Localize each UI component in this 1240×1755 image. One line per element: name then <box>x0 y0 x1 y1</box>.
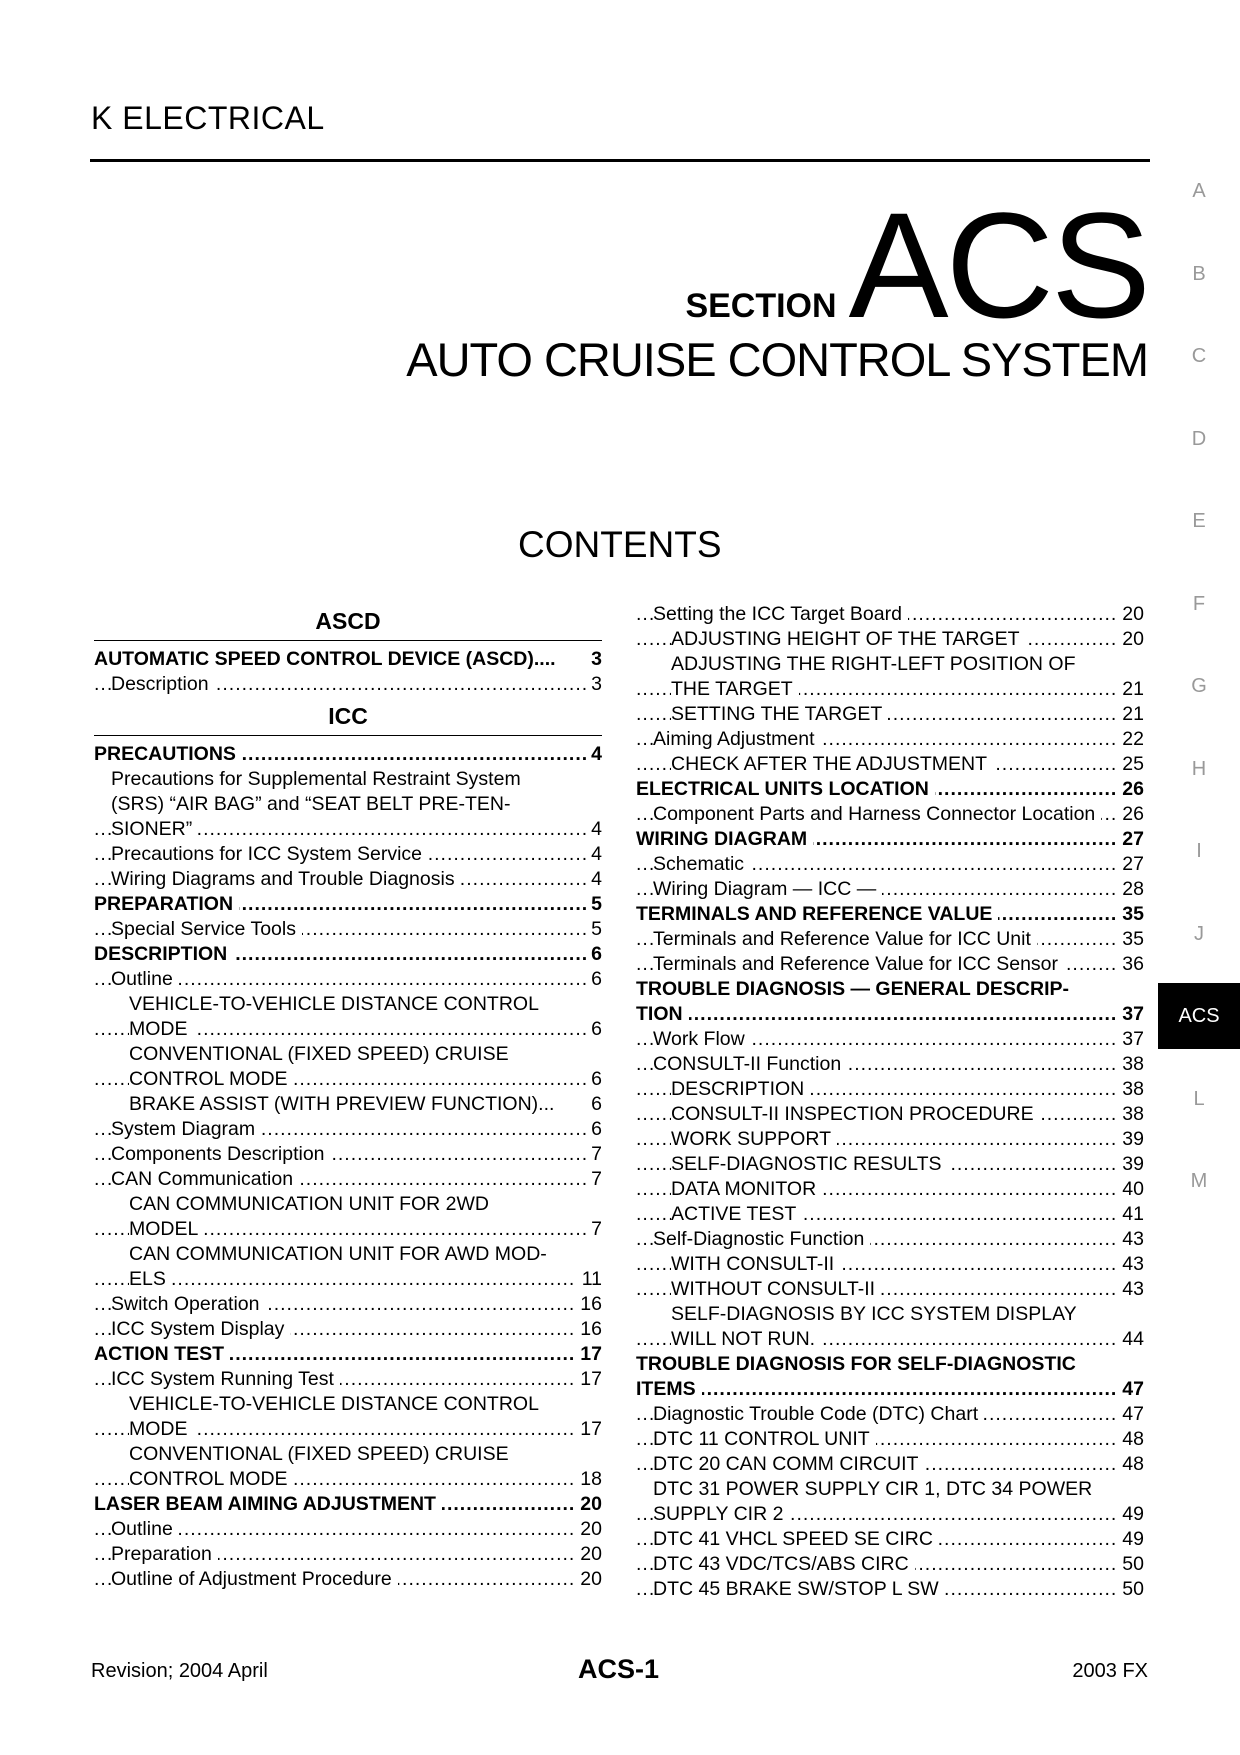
toc-entry[interactable] <box>94 817 602 842</box>
toc-entry[interactable] <box>94 1292 602 1317</box>
toc-entry[interactable] <box>94 1567 602 1592</box>
toc-entry[interactable] <box>636 952 1144 977</box>
toc-entry-page: 21 <box>1117 702 1144 727</box>
toc-entry[interactable] <box>636 1427 1144 1452</box>
toc-entry[interactable] <box>636 1002 1144 1027</box>
toc-entry-title: TROUBLE DIAGNOSIS FOR SELF-DIAGNOSTIC <box>636 1353 1082 1375</box>
toc-entry[interactable] <box>94 917 602 942</box>
toc-entry-page: 17 <box>575 1367 602 1392</box>
section-tab-e[interactable]: E <box>1192 510 1206 532</box>
toc-entry-title: Wiring Diagrams and Trouble Diagnosis <box>111 868 461 890</box>
toc-entry[interactable] <box>94 792 602 817</box>
toc-group-heading: ICC <box>94 697 602 736</box>
toc-entry-page: 50 <box>1117 1552 1144 1577</box>
toc-entry[interactable] <box>94 1042 602 1067</box>
toc-entry-page: 6 <box>586 1117 602 1142</box>
toc-entry[interactable] <box>636 977 1144 1002</box>
section-tab-acs[interactable]: ACS <box>1158 983 1240 1049</box>
toc-entry-page: 3 <box>586 647 602 672</box>
toc-entry[interactable] <box>94 1267 602 1292</box>
toc-entry-title: ACTION TEST <box>94 1343 230 1365</box>
toc-entry-page: 35 <box>1117 902 1144 927</box>
toc-entry[interactable] <box>94 1492 602 1517</box>
toc-entry-page: 41 <box>1117 1202 1144 1227</box>
toc-entry-title: CONSULT-II INSPECTION PROCEDURE <box>671 1103 1040 1125</box>
toc-entry-title: WORK SUPPORT <box>671 1128 837 1150</box>
toc-entry-title: Terminals and Reference Value for ICC Sensor <box>653 953 1064 975</box>
toc-entry[interactable] <box>636 1327 1144 1352</box>
toc-entry-page: 16 <box>575 1317 602 1342</box>
toc-entry-page: 22 <box>1117 727 1144 752</box>
toc-entry-title: Description <box>111 673 215 695</box>
toc-entry-title: Setting the ICC Target Board <box>653 603 908 625</box>
toc-entry-title: DTC 11 CONTROL UNIT <box>653 1428 876 1450</box>
section-word: SECTION <box>685 287 837 325</box>
toc-entry-title: DTC 41 VHCL SPEED SE CIRC <box>653 1528 939 1550</box>
toc-entry[interactable] <box>636 1527 1144 1552</box>
toc-entry[interactable] <box>636 927 1144 952</box>
toc-entry-title: MODE <box>129 1418 194 1440</box>
toc-entry-page: 17 <box>575 1342 602 1367</box>
toc-entry[interactable] <box>94 1317 602 1342</box>
toc-entry[interactable] <box>94 1242 602 1267</box>
toc-entry-title: SELF-DIAGNOSTIC RESULTS <box>671 1153 948 1175</box>
toc-entry-title: CAN Communication <box>111 1168 299 1190</box>
toc-entry-title: DESCRIPTION <box>671 1078 810 1100</box>
toc-entry-title: WITH CONSULT-II <box>671 1253 840 1275</box>
toc-entry-title: DTC 20 CAN COMM CIRCUIT <box>653 1453 924 1475</box>
toc-entry[interactable] <box>636 1177 1144 1202</box>
toc-entry-title: TERMINALS AND REFERENCE VALUE <box>636 903 998 925</box>
toc-entry-page: 4 <box>586 817 602 842</box>
toc-entry[interactable] <box>94 1542 602 1567</box>
toc-entry-title: Outline <box>111 968 179 990</box>
toc-entry-title: ADJUSTING HEIGHT OF THE TARGET <box>671 628 1026 650</box>
toc-entry[interactable] <box>94 742 602 767</box>
toc-entry-page: 38 <box>1117 1102 1144 1127</box>
toc-entry-page: 48 <box>1117 1427 1144 1452</box>
toc-entry[interactable] <box>94 1142 602 1167</box>
toc-entry-title: CONVENTIONAL (FIXED SPEED) CRUISE <box>129 1043 515 1065</box>
toc-entry-page: 49 <box>1117 1527 1144 1552</box>
section-tab-i[interactable]: I <box>1196 840 1202 862</box>
toc-entry-page: 47 <box>1117 1377 1144 1402</box>
toc-entry[interactable] <box>94 1367 602 1392</box>
toc-entry-page: 49 <box>1117 1502 1144 1527</box>
toc-entry[interactable] <box>636 1127 1144 1152</box>
toc-entry-title: CONTROL MODE <box>129 1468 294 1490</box>
toc-entry-title: Work Flow <box>653 1028 751 1050</box>
toc-entry-page: 38 <box>1117 1052 1144 1077</box>
section-heading <box>685 181 1148 349</box>
section-tab-h[interactable]: H <box>1191 757 1207 780</box>
toc-entry-title: CONSULT-II Function <box>653 1053 847 1075</box>
toc-entry[interactable] <box>94 1517 602 1542</box>
toc-entry-page: 35 <box>1117 927 1144 952</box>
toc-entry-page: 39 <box>1117 1127 1144 1152</box>
toc-entry-title: Outline <box>111 1518 179 1540</box>
toc-entry[interactable] <box>636 1377 1144 1402</box>
section-tab-g[interactable]: G <box>1191 675 1207 697</box>
toc-entry[interactable] <box>636 652 1144 677</box>
toc-entry-title: ADJUSTING THE RIGHT-LEFT POSITION OF <box>671 653 1081 675</box>
toc-entry[interactable] <box>636 1452 1144 1477</box>
header-rule <box>90 159 1150 162</box>
toc-entry[interactable] <box>94 1342 602 1367</box>
toc-entry-page: 43 <box>1117 1277 1144 1302</box>
toc-entry[interactable] <box>636 877 1144 902</box>
toc-entry-page: 38 <box>1117 1077 1144 1102</box>
toc-entry-title: CAN COMMUNICATION UNIT FOR 2WD <box>129 1193 495 1215</box>
toc-entry-page: 40 <box>1117 1177 1144 1202</box>
toc-entry-page: 37 <box>1117 1002 1144 1027</box>
toc-entry[interactable] <box>636 1102 1144 1127</box>
chapter-header: K ELECTRICAL <box>91 100 325 136</box>
toc-entry-page: 18 <box>575 1467 602 1492</box>
toc-entry-page: 6 <box>586 1067 602 1092</box>
toc-entry-page: 36 <box>1117 952 1144 977</box>
toc-entry[interactable] <box>94 1442 602 1467</box>
toc-entry-page: 28 <box>1117 877 1144 902</box>
footer-model: 2003 FX <box>1072 1660 1148 1682</box>
toc-entry-title: Precautions for Supplemental Restraint System <box>111 768 527 790</box>
toc-entry-page: 21 <box>1117 677 1144 702</box>
toc-entry-page: 4 <box>586 742 602 767</box>
toc-entry-title: Precautions for ICC System Service <box>111 843 428 865</box>
toc-entry-title: ITEMS <box>636 1378 702 1400</box>
toc-entry[interactable] <box>94 1117 602 1142</box>
toc-right-column <box>636 602 1144 1602</box>
toc-entry[interactable] <box>94 1467 602 1492</box>
toc-entry-title: ELS <box>129 1268 172 1290</box>
toc-entry-title: Schematic <box>653 853 750 875</box>
toc-entry-title: Wiring Diagram — ICC — <box>653 878 882 900</box>
toc-entry[interactable] <box>636 1277 1144 1302</box>
toc-entry[interactable] <box>636 702 1144 727</box>
toc-entry[interactable] <box>636 627 1144 652</box>
toc-entry-title: Components Description <box>111 1143 331 1165</box>
toc-entry[interactable] <box>636 902 1144 927</box>
toc-entry-page: 11 <box>577 1267 602 1292</box>
toc-entry-page: 50 <box>1117 1577 1144 1602</box>
toc-entry[interactable] <box>94 892 602 917</box>
toc-entry[interactable] <box>636 1402 1144 1427</box>
toc-entry-page: 20 <box>575 1567 602 1592</box>
toc-entry-title: LASER BEAM AIMING ADJUSTMENT <box>94 1493 442 1515</box>
section-tab-j[interactable]: J <box>1194 922 1204 945</box>
toc-entry-title: SELF-DIAGNOSIS BY ICC SYSTEM DISPLAY <box>671 1303 1083 1325</box>
toc-entry-title: ICC System Running Test <box>111 1368 340 1390</box>
toc-entry-title: DTC 31 POWER SUPPLY CIR 1, DTC 34 POWER <box>653 1478 1098 1500</box>
toc-left-column <box>94 602 602 1592</box>
section-tab-d[interactable]: D <box>1191 427 1207 450</box>
toc-entry[interactable] <box>94 672 602 697</box>
toc-entry-title: BRAKE ASSIST (WITH PREVIEW FUNCTION)... <box>129 1093 560 1115</box>
toc-entry[interactable] <box>636 1477 1144 1502</box>
toc-entry-title: System Diagram <box>111 1118 261 1140</box>
contents-title: CONTENTS <box>518 524 722 565</box>
toc-entry[interactable] <box>94 867 602 892</box>
toc-entry-title: AUTOMATIC SPEED CONTROL DEVICE (ASCD).... <box>94 648 562 670</box>
toc-entry-title: Component Parts and Harness Connector Location <box>653 803 1101 825</box>
toc-entry-title: SIONER” <box>111 818 198 840</box>
toc-entry-title: MODEL <box>129 1218 204 1240</box>
toc-entry[interactable] <box>636 1302 1144 1327</box>
footer-page-id: ACS-1 <box>578 1654 660 1684</box>
toc-entry[interactable] <box>94 1417 602 1442</box>
toc-entry[interactable] <box>94 1217 602 1242</box>
toc-entry-title: VEHICLE-TO-VEHICLE DISTANCE CONTROL <box>129 1393 545 1415</box>
toc-entry-page: 6 <box>586 967 602 992</box>
toc-entry-page: 3 <box>586 672 602 697</box>
toc-entry-title: Aiming Adjustment <box>653 728 821 750</box>
toc-entry-title: THE TARGET <box>671 678 799 700</box>
toc-entry-title: DATA MONITOR <box>671 1178 822 1200</box>
toc-entry-title: CONTROL MODE <box>129 1068 294 1090</box>
toc-entry-title: (SRS) “AIR BAG” and “SEAT BELT PRE-TEN- <box>111 793 516 815</box>
toc-entry-page: 20 <box>1117 602 1144 627</box>
toc-entry-page: 6 <box>586 1017 602 1042</box>
toc-entry-page: 44 <box>1117 1327 1144 1352</box>
toc-entry-title: CONVENTIONAL (FIXED SPEED) CRUISE <box>129 1443 515 1465</box>
toc-entry[interactable] <box>94 842 602 867</box>
toc-entry-page: 6 <box>586 1092 602 1117</box>
toc-entry-title: PREPARATION <box>94 893 239 915</box>
section-tab-l[interactable]: L <box>1193 1087 1205 1110</box>
toc-entry[interactable] <box>636 852 1144 877</box>
toc-entry-page: 7 <box>586 1217 602 1242</box>
toc-entry-title: ELECTRICAL UNITS LOCATION <box>636 778 935 800</box>
toc-entry[interactable] <box>636 1152 1144 1177</box>
toc-entry[interactable] <box>94 1392 602 1417</box>
toc-entry[interactable] <box>636 777 1144 802</box>
toc-entry[interactable] <box>636 752 1144 777</box>
toc-group-heading: ASCD <box>94 602 602 641</box>
toc-entry-title: DTC 45 BRAKE SW/STOP L SW <box>653 1578 945 1600</box>
toc-entry-page: 20 <box>1117 627 1144 652</box>
toc-entry-title: Diagnostic Trouble Code (DTC) Chart <box>653 1403 984 1425</box>
toc-entry-title: ACTIVE TEST <box>671 1203 802 1225</box>
toc-entry[interactable] <box>636 602 1144 627</box>
toc-entry[interactable] <box>94 992 602 1017</box>
toc-entry[interactable] <box>94 942 602 967</box>
toc-entry[interactable] <box>94 1092 602 1117</box>
toc-entry-page: 26 <box>1117 777 1144 802</box>
toc-entry[interactable] <box>636 1577 1144 1602</box>
toc-entry-title: PRECAUTIONS <box>94 743 242 765</box>
section-code: ACS <box>848 181 1148 349</box>
toc-entry[interactable] <box>636 1052 1144 1077</box>
toc-entry-page: 27 <box>1117 827 1144 852</box>
toc-entry-page: 16 <box>575 1292 602 1317</box>
toc-entry[interactable] <box>636 1552 1144 1577</box>
toc-entry-title: TROUBLE DIAGNOSIS — GENERAL DESCRIP- <box>636 978 1075 1000</box>
toc-entry[interactable] <box>636 1252 1144 1277</box>
section-tab-a[interactable]: A <box>1192 180 1206 202</box>
toc-entry[interactable] <box>636 802 1144 827</box>
toc-entry-page: 20 <box>575 1542 602 1567</box>
toc-entry-title: Outline of Adjustment Procedure <box>111 1568 398 1590</box>
toc-entry-title: Terminals and Reference Value for ICC Unit <box>653 928 1037 950</box>
toc-entry[interactable] <box>636 677 1144 702</box>
toc-entry[interactable] <box>636 1227 1144 1252</box>
toc-entry-page: 5 <box>586 892 602 917</box>
toc-entry-title: WITHOUT CONSULT-II <box>671 1278 881 1300</box>
toc-entry-title: SUPPLY CIR 2 <box>653 1503 789 1525</box>
toc-entry[interactable] <box>94 967 602 992</box>
section-title: AUTO CRUISE CONTROL SYSTEM <box>406 333 1148 386</box>
toc-entry[interactable] <box>636 1202 1144 1227</box>
toc-entry-title: Special Service Tools <box>111 918 302 940</box>
toc-entry-page: 5 <box>586 917 602 942</box>
toc-entry-page: 20 <box>575 1492 602 1517</box>
toc-entry[interactable] <box>636 727 1144 752</box>
toc-entry[interactable] <box>636 827 1144 852</box>
footer-revision: Revision; 2004 April <box>91 1660 268 1682</box>
toc-entry[interactable] <box>94 1167 602 1192</box>
toc-entry-title: Self-Diagnostic Function <box>653 1228 870 1250</box>
toc-entry-title: TION <box>636 1003 689 1025</box>
toc-entry-title: WIRING DIAGRAM <box>636 828 813 850</box>
toc-entry[interactable] <box>94 647 602 672</box>
toc-entry-page: 4 <box>586 867 602 892</box>
toc-entry-page: 17 <box>575 1417 602 1442</box>
toc-entry[interactable] <box>94 1017 602 1042</box>
toc-entry-page: 4 <box>586 842 602 867</box>
toc-entry-title: WILL NOT RUN. <box>671 1328 821 1350</box>
toc-entry-page: 6 <box>586 942 602 967</box>
section-tab-f[interactable]: F <box>1192 592 1206 615</box>
toc-entry[interactable] <box>636 1027 1144 1052</box>
toc-entry-title: Preparation <box>111 1543 218 1565</box>
toc-entry-page: 26 <box>1117 802 1144 827</box>
toc-entry-title: SETTING THE TARGET <box>671 703 888 725</box>
toc-entry-title: Switch Operation <box>111 1293 266 1315</box>
toc-entry[interactable] <box>636 1352 1144 1377</box>
toc-entry-page: 39 <box>1117 1152 1144 1177</box>
toc-entry[interactable] <box>94 1192 602 1217</box>
toc-entry-title: CAN COMMUNICATION UNIT FOR AWD MOD- <box>129 1243 553 1265</box>
toc-entry-page: 48 <box>1117 1452 1144 1477</box>
toc-entry-title: DESCRIPTION <box>94 943 233 965</box>
toc-entry-page: 25 <box>1117 752 1144 777</box>
toc-entry[interactable] <box>94 767 602 792</box>
toc-entry-title: MODE <box>129 1018 194 1040</box>
toc-entry-page: 47 <box>1117 1402 1144 1427</box>
toc-entry-page: 7 <box>586 1142 602 1167</box>
toc-entry-title: VEHICLE-TO-VEHICLE DISTANCE CONTROL <box>129 993 545 1015</box>
toc-entry-page: 43 <box>1117 1252 1144 1277</box>
toc-entry-title: DTC 43 VDC/TCS/ABS CIRC <box>653 1553 915 1575</box>
toc-entry-page: 7 <box>586 1167 602 1192</box>
section-tab-c[interactable]: C <box>1191 345 1207 367</box>
toc-entry[interactable] <box>94 1067 602 1092</box>
section-tab-m[interactable]: M <box>1190 1170 1208 1192</box>
section-tab-b[interactable]: B <box>1192 262 1206 285</box>
toc-entry-page: 43 <box>1117 1227 1144 1252</box>
toc-entry-page: 20 <box>575 1517 602 1542</box>
toc-entry-title: CHECK AFTER THE ADJUSTMENT <box>671 753 993 775</box>
toc-entry[interactable] <box>636 1502 1144 1527</box>
toc-entry-page: 27 <box>1117 852 1144 877</box>
toc-entry[interactable] <box>636 1077 1144 1102</box>
toc-entry-title: ICC System Display <box>111 1318 290 1340</box>
toc-entry-page: 37 <box>1117 1027 1144 1052</box>
